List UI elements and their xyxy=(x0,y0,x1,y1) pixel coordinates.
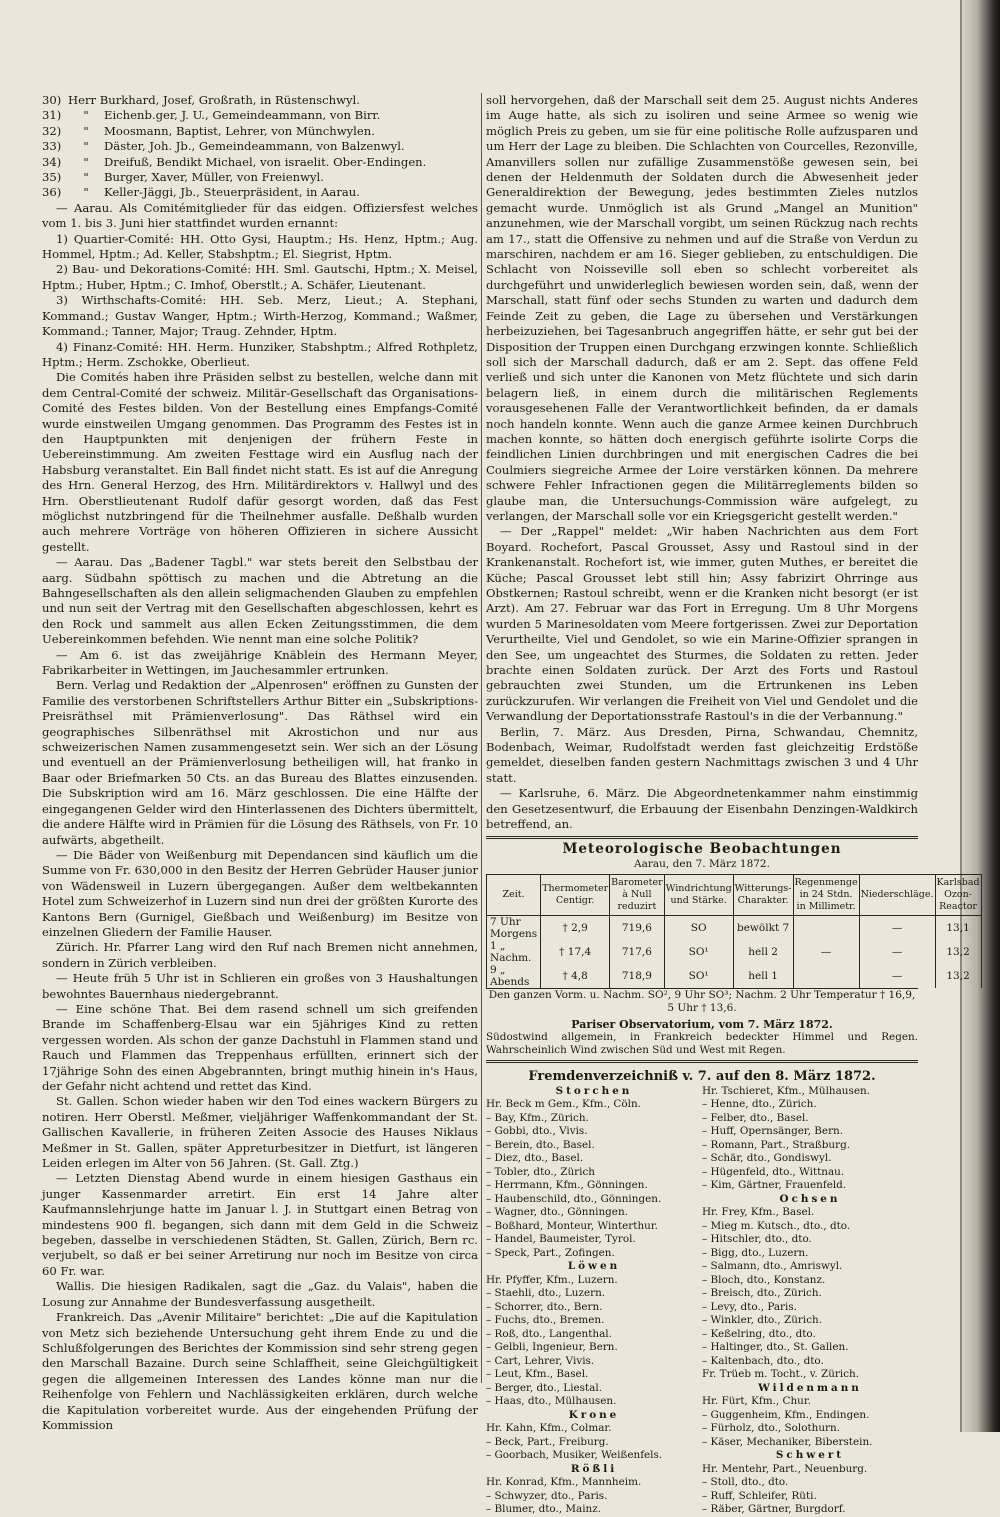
guest-entry: – Goorbach, Musiker, Weißenfels. xyxy=(486,1449,663,1462)
guest-entry: – Beck, Part., Freiburg. xyxy=(486,1435,609,1448)
article-paragraph: Wallis. Die hiesigen Radikalen, sagt die „Gaz. du Valais", haben die Losung zur Annahme der Bundesverfassung ausgetheilt. xyxy=(42,1279,478,1309)
article-paragraph: 3) Wirthschafts-Comité: HH. Seb. Merz, Lieut.; A. Stephani, Kommand.; Gustav Wanger, Hptm.; Wirth-Herzog, Kommand.; Waßmer, Kommand.; Tanner, Major; Traug. Zehnder, Hptm. xyxy=(42,293,478,339)
article-paragraph: — Die Bäder von Weißenburg mit Dependancen sind käuflich um die Summe von Fr. 630,000 in den Besitz der Herren Gebrüder Hauser junior von Wädensweil in Luzern übergegangen. Außer dem weltbekannten Hotel zum Schweizerhof in Luzern sind nun drei der größten Kurorte des Kantons Bern (Gurnigel, Gießbach und Weißenburg) im Besitze von einzelnen Gliedern der Familie Hauser. xyxy=(42,847,478,939)
article-paragraph: — Heute früh 5 Uhr ist in Schlieren ein großes von 3 Haushaltungen bewohntes Bauernhaus niedergebrannt. xyxy=(42,971,478,1001)
guest-entry: – Schorrer, dto., Bern. xyxy=(486,1300,603,1313)
hotel-name: Storchen xyxy=(555,1084,633,1097)
right-articles xyxy=(486,93,918,833)
guest-entry: – Fuchs, dto., Bremen. xyxy=(486,1314,605,1327)
left-column xyxy=(42,93,478,1433)
article-paragraph: — Aarau. Das „Badener Tagbl." war stets bereit den Selbstbau der aarg. Südbahn spöttisch zu machen und die Abtretung an die Bahngesellschaften als den allein seligmachenden Glauben zu empfehlen und nun seit der Vertrag mit den Gesellschaften abgeschlossen, kehrt es den Rock und sammelt aus allen Ecken Zeitungsstimmen, die dem Uebereinkommen befehden. Wie nennt man eine solche Politik? xyxy=(42,555,478,647)
separator xyxy=(486,836,918,839)
list-number: 34) xyxy=(42,154,62,169)
list-item xyxy=(42,185,478,200)
guest-entry: – Breisch, dto., Zürich. xyxy=(702,1287,822,1300)
guest-entry: Hr. Tschieret, Kfm., Mülhausen. xyxy=(702,1084,870,1097)
guest-entry: – Ruff, Schleifer, Rüti. xyxy=(702,1489,817,1502)
guest-entry: – Tobler, dto., Zürich xyxy=(486,1165,595,1178)
list-number: 30) xyxy=(42,93,62,107)
meteo-header: Windrichtung und Stärke. xyxy=(664,875,733,916)
article-paragraph: Berlin, 7. März. Aus Dresden, Pirna, Schwandau, Chemnitz, Bodenbach, Weimar, Rudolfstadt werden fast gleichzeitig Erdstöße gemeldet, dieselben fanden gestern Nachmittags zwischen 3 und 4 Uhr statt. xyxy=(486,724,918,785)
guest-entry: – Speck, Part., Zofingen. xyxy=(486,1246,615,1259)
meteo-cell: 13,1 xyxy=(935,916,981,941)
list-text: Burger, Xaver, Müller, von Freienwyl. xyxy=(104,170,324,185)
guest-entry: – Romann, Part., Straßburg. xyxy=(702,1138,851,1151)
guest-entry: – Felber, dto., Basel. xyxy=(702,1111,809,1124)
guest-entry: Hr. Konrad, Kfm., Mannheim. xyxy=(486,1476,642,1489)
article-paragraph: Frankreich. Das „Avenir Militaire" berichtet: „Die auf die Kapitulation von Metz sich beziehende Untersuchung geht ihrem Ende zu und die Schlußfolgerungen des Berichtes der Kommission sind sehr streng gegen den Marschall Bazaine. Durch seine Schlaffheit, seine Gleichgültigkeit gegen die allgemeinen Interessen des Landes könne man nur die Reihenfolge von Fehlern und Nachlässigkeiten erklären, durch welche die Kapitulation vorbereitet wurde. Aus der eingehenden Prüfung der Kommission xyxy=(42,1310,478,1432)
hotel-name: Ochsen xyxy=(779,1192,841,1205)
list-number: 36) xyxy=(42,185,62,200)
fremden-left xyxy=(486,1085,702,1517)
article-paragraph: — Der „Rappel" meldet: „Wir haben Nachrichten aus dem Fort Boyard. Rochefort, Pascal Grousset, Assy und Rastoul sind in der Krankenanstalt. Rochefort ist, wie immer, guten Muthes, er bereitet die Küche; Pascal Grousset lebt still hin; Assy fabrizirt Ohrringe aus Obstkernen; Rastoul schreibt, wenn er die Kranken nicht besorgt (er ist Arzt). Am 27. Februar war das Fort in Erregung. Um 8 Uhr Morgens wurden 5 Marinesoldaten vom Meere fortgerissen. Zwei zur Deportation Verurtheilte, Viel und Gendolet, so wie ein Marine-Offizier sprangen in den See, um ungeachtet des Sturmes, die Soldaten zu retten. Jeder brachte einen Soldaten zurück. Der Arzt des Forts und Rastoul gebrauchten zwei Stunden, um die Ertrunkenen ins Leben zurückzurufen. Wir verlangen die Freiheit von Viel und Gendolet und die Verwandlung der Deportationsstrafe Rastoul's in die der Verbannung." xyxy=(486,524,918,724)
guest-entry: – Handel, Baumeister, Tyrol. xyxy=(486,1233,636,1246)
guest-entry: – Bay, Kfm., Zürich. xyxy=(486,1111,589,1124)
guest-entry: – Diez, dto., Basel. xyxy=(486,1152,584,1165)
list-text: Eichenb.ger, J. U., Gemeindeammann, von Birr. xyxy=(104,108,381,123)
guest-entry: Fr. Trüeb m. Tocht., v. Zürich. xyxy=(702,1368,860,1381)
guest-entry: – Roß, dto., Langenthal. xyxy=(486,1327,612,1340)
list-text: Herr Burkhard, Josef, Großrath, in Rüstenschwyl. xyxy=(68,93,360,107)
meteo-title: Meteorologische Beobachtungen xyxy=(562,840,842,857)
hotel-name: Krone xyxy=(568,1408,620,1421)
article-paragraph: Bern. Verlag und Redaktion der „Alpenrosen" eröffnen zu Gunsten der Familie des verstorbenen Schriftstellers Arthur Bitter ein „Subskriptions-Preisräthsel mit Prämienverlosung". Das Räthsel wird ein geographisches Silbenräthsel mit Akrostichon und nur aus schweizerischen Namen zusammengesetzt sein. Wer sich an der Lösung und eventuell an der Prämienverlosung betheiligen will, hat franko in Baar oder Briefmarken 50 Cts. an das Bureau des Blattes einzusenden. Die Subskription wird am 16. März geschlossen. Die eine Hälfte der eingegangenen Gelder wird den Hinterlassenen des Dichters übermittelt, die andere Hälfte wird in Prämien für die Lösung des Räthsels, von Fr. 10 aufwärts, abgetheilt. xyxy=(42,678,478,847)
list-text: Keller-Jäggi, Jb., Steuerpräsident, in Aarau. xyxy=(104,185,360,200)
guest-entry: – Berger, dto., Liestal. xyxy=(486,1381,602,1394)
list-number: 32) xyxy=(42,123,62,138)
guest-entry: – Haas, dto., Mülhausen. xyxy=(486,1395,617,1408)
meteo-cell: hell 2 xyxy=(733,940,793,964)
ditto-mark: " xyxy=(83,123,89,138)
guest-entry: – Kaltenbach, dto., dto. xyxy=(702,1354,824,1367)
article-paragraph: St. Gallen. Schon wieder haben wir den Tod eines wackern Bürgers zu notiren. Herr Oberstl. Meßmer, vieljähriger Waffenkommandant der St. Gallischen Kavallerie, in früheren Zeiten Associe des Hauses Niklaus Meßmer in St. Gallen, später Appreturbesitzer in Dietfurt, ist längeren Leiden erlegen im Alter von 56 Jahren. (St. Gall. Ztg.) xyxy=(42,1094,478,1171)
guest-entry: – Staehli, dto., Luzern. xyxy=(486,1287,606,1300)
guest-entry: – Cart, Lehrer, Vivis. xyxy=(486,1354,595,1367)
member-list xyxy=(42,93,478,201)
guest-entry: Hr. Beck m Gem., Kfm., Cöln. xyxy=(486,1098,641,1111)
meteo-cell: hell 1 xyxy=(733,964,793,988)
guest-entry: – Huff, Opernsänger, Bern. xyxy=(702,1125,844,1138)
meteo-cell: SO¹ xyxy=(664,940,733,964)
right-column xyxy=(486,93,980,1517)
meteo-cell: 718,9 xyxy=(610,964,665,988)
meteo-header: Niederschläge. xyxy=(859,875,935,916)
meteo-cell: — xyxy=(859,964,935,988)
list-item xyxy=(42,170,478,185)
article-paragraph: 1) Quartier-Comité: HH. Otto Gysi, Hauptm.; Hs. Henz, Hptm.; Aug. Hommel, Hptm.; Ad. Keller, Stabshptm.; El. Siegrist, Hptm. xyxy=(42,231,478,262)
list-number: 33) xyxy=(42,139,62,154)
meteo-header: Barometer à Null reduzirt xyxy=(610,875,665,916)
left-articles xyxy=(42,201,478,1434)
meteo-cell: — xyxy=(793,940,859,964)
article-paragraph: 2) Bau- und Dekorations-Comité: HH. Sml. Gautschi, Hptm.; X. Meisel, Hptm.; Huber, Hptm.; C. Imhof, Oberstlt.; A. Schäfer, Lieutenant. xyxy=(42,262,478,292)
article-paragraph: Zürich. Hr. Pfarrer Lang wird den Ruf nach Bremen nicht annehmen, sondern in Zürich verbleiben. xyxy=(42,940,478,970)
guest-entry: – Hitschler, dto., dto. xyxy=(702,1233,812,1246)
meteo-cell: 13,2 xyxy=(935,964,981,988)
guest-entry: – Levy, dto., Paris. xyxy=(702,1300,797,1313)
meteo-cell xyxy=(793,916,859,941)
meteo-cell: 13,2 xyxy=(935,940,981,964)
guest-entry: – Haubenschild, dto., Gönningen. xyxy=(486,1192,662,1205)
ditto-mark: " xyxy=(83,154,89,169)
article-paragraph: 4) Finanz-Comité: HH. Herm. Hunziker, Stabshptm.; Alfred Rothpletz, Hptm.; Herm. Zschokke, Oberlieut. xyxy=(42,339,478,369)
meteo-row xyxy=(487,916,982,941)
meteo-cell: 717,6 xyxy=(610,940,665,964)
article-paragraph: Die Comités haben ihre Präsiden selbst zu bestellen, welche dann mit dem Central-Comité der schweiz. Militär-Gesellschaft das Organisations-Comité des Festes bilden. Von der Bestellung eines Empfangs-Comité wurde einstweilen Umgang genommen. Das Programm des Festes ist in den Hauptpunkten mit denjenigen der frühern Feste in Uebereinstimmung. Am zweiten Festtage wird ein Ausflug nach der Habsburg veranstaltet. Ein Ball findet nicht statt. Es ist auf die Anregung des Hrn. General Herzog, des Hrn. Militärdirektors v. Hallwyl und des Hrn. Oberstlieutenant Rudolf dafür gesorgt worden, daß das Fest möglichst nutzbringend für die Theilnehmer ausfalle. Deßhalb wurden auch mehrere Vorträge von höheren Offizieren in sichere Aussicht gestellt. xyxy=(42,370,478,554)
guest-entry: – Blumer, dto., Mainz. xyxy=(486,1503,602,1516)
meteo-header: Thermometer Centigr. xyxy=(541,875,610,916)
hotel-name: Rößli xyxy=(570,1462,618,1475)
guest-entry: – Schär, dto., Gondiswyl. xyxy=(702,1152,832,1165)
list-text: Dreifuß, Bendikt Michael, von israelit. Ober-Endingen. xyxy=(104,154,427,169)
guest-entry: – Salmann, dto., Amriswyl. xyxy=(702,1260,843,1273)
article-paragraph: — Eine schöne That. Bei dem rasend schnell um sich greifenden Brande im Schaffenberg-Elsau war ein 5jähriges Kind zu retten vergessen worden. Als schon der ganze Dachstuhl in Flammen stand und Rauch und Flammen das Treppenhaus erfüllten, erinnert sich der 17jährige Sohn des einen Abgebrannten, bringt muthig hinein in's Haus, der Gefahr nicht achtend und rettet das Kind. xyxy=(42,1001,478,1093)
guest-entry: – Winkler, dto., Zürich. xyxy=(702,1314,823,1327)
meteo-cell xyxy=(793,964,859,988)
meteo-cell: 9 „ Abends xyxy=(487,964,541,988)
meteo-cell: † 17,4 xyxy=(541,940,610,964)
guest-entry: – Leut, Kfm., Basel. xyxy=(486,1368,589,1381)
meteo-note: Den ganzen Vorm. u. Nachm. SO², 9 Uhr SO³; Nachm. 2 Uhr Temperatur † 16,9, 5 Uhr † 13,6. xyxy=(486,988,918,1015)
guest-entry: – Herrmann, Kfm., Gönningen. xyxy=(486,1179,648,1192)
meteo-cell: 719,6 xyxy=(610,916,665,941)
meteo-cell: 7 Uhr Morgens xyxy=(487,916,541,941)
guest-entry: – Fürholz, dto., Solothurn. xyxy=(702,1422,841,1435)
hotel-name: Löwen xyxy=(567,1260,621,1273)
fremden-list xyxy=(486,1085,918,1517)
guest-entry: Hr. Pfyffer, Kfm., Luzern. xyxy=(486,1273,618,1286)
list-item xyxy=(42,139,478,154)
column-rule xyxy=(481,93,482,1383)
list-item xyxy=(42,93,478,108)
article-paragraph: soll hervorgehen, daß der Marschall seit dem 25. August nichts Anderes im Auge hatte, als sich zu isoliren und seine Armee so wenig wie möglich Preis zu geben, um sie für eine politische Rolle aufzusparen und um Herr der Lage zu bleiben. Die Schlachten von Courcelles, Rezonville, Amanvillers sollen nur zufällige Zusammenstöße gewesen sein, bei denen der Heldenmuth der Soldaten durch die Abwesenheit jeder Generaldirektion der Bewegung, jedes bestimmten Zieles nutzlos gemacht wurde. Unmöglich ist als Grund „Mangel an Munition" anzunehmen, wie der Marschall vorgibt, um seinen Rückzug nach rechts am 17., statt die Offensive zu nehmen und auf die Straße von Verdun zu marschiren, nachdem er am 16. Sieger geblieben, zu entschuldigen. Die Schlacht von Noisseville soll eben so schlecht vorbereitet als durchgeführt und unwiderleglich bewiesen worden sein, daß, wenn der Marschall, statt fünf oder sechs Stunden zu warten und dadurch dem Feinde Zeit zu geben, die Lage zu übersehen und Verstärkungen herbeizuziehen, bei Tagesanbruch angegriffen hätte, er sehr gut bei der Disposition der Truppen einen Durchgang erzwingen konnte. Schließlich soll sich der Marschall dadurch, daß er am 2. Sept. das offene Feld verließ und sich unter die Kanonen von Metz flüchtete und sich darin belagern ließ, in einem durch die militärischen Reglements vorausgesehenen Falle der Verantwortlichkeit befinden, da er damals noch handeln konnte. Wenn auch die ganze Armee keinen Durchbruch machen konnte, so hätten doch energisch geführte isolirte Corps die feindlichen Linien durchbringen und mit energischen Cadres die bei Coulmiers siegreiche Armee der Loire verstärken können. Da mehrere schwere Fehler Infractionen gegen die Militärreglements bilden so glaube man, die Untersuchungs-Commission wäre aufgelegt, zu verlangen, der Marschall solle vor ein Kriegsgericht gestellt werden." xyxy=(486,93,918,523)
guest-entry: – Henne, dto., Zürich. xyxy=(702,1098,817,1111)
meteo-cell: † 2,9 xyxy=(541,916,610,941)
meteo-header: Zeit. xyxy=(487,875,541,916)
guest-entry: – Berein, dto., Basel. xyxy=(486,1138,595,1151)
meteo-cell: † 4,8 xyxy=(541,964,610,988)
hotel-name: Schwert xyxy=(775,1449,845,1462)
list-number: 35) xyxy=(42,170,62,185)
guest-entry: – Hügenfeld, dto., Wittnau. xyxy=(702,1165,845,1178)
ditto-mark: " xyxy=(83,170,89,185)
guest-entry: – Boßhard, Monteur, Winterthur. xyxy=(486,1219,658,1232)
meteo-cell: SO xyxy=(664,916,733,941)
guest-entry: – Kim, Gärtner, Frauenfeld. xyxy=(702,1179,847,1192)
meteo-header: Witterungs-Charakter. xyxy=(733,875,793,916)
paris-text: Südostwind allgemein, in Frankreich bedeckter Himmel und Regen. Wahrscheinlich Wind zwischen Süd und West mit Regen. xyxy=(486,1031,918,1057)
list-text: Däster, Joh. Jb., Gemeindeammann, von Balzenwyl. xyxy=(104,139,405,154)
guest-entry: – Käser, Mechaniker, Biberstein. xyxy=(702,1435,873,1448)
guest-entry: – Keßelring, dto., dto. xyxy=(702,1327,816,1340)
guest-entry: Hr. Frey, Kfm., Basel. xyxy=(702,1206,815,1219)
list-item xyxy=(42,108,478,123)
guest-entry: – Guggenheim, Kfm., Endingen. xyxy=(702,1408,870,1421)
meteo-row xyxy=(487,964,982,988)
hotel-name: Wildenmann xyxy=(758,1381,862,1394)
guest-entry: Hr. Fürt, Kfm., Chur. xyxy=(702,1395,811,1408)
meteo-cell: — xyxy=(859,916,935,941)
meteo-subtitle: Aarau, den 7. März 1872. xyxy=(634,857,770,870)
meteo-header: Karlsbad Ozon-Reactor xyxy=(935,875,981,916)
meteo-cell: 1 „ Nachm. xyxy=(487,940,541,964)
guest-entry: Hr. Kahn, Kfm., Colmar. xyxy=(486,1422,612,1435)
meteo-row xyxy=(487,940,982,964)
list-text: Moosmann, Baptist, Lehrer, von Münchwylen. xyxy=(104,123,375,138)
guest-entry: – Mieg m. Kutsch., dto., dto. xyxy=(702,1219,851,1232)
article-paragraph: — Letzten Dienstag Abend wurde in einem hiesigen Gasthaus ein junger Kassenmarder arretirt. Ein erst 14 Jahre alter Kaufmannslehrjunge hatte im Januar l. J. in Stuttgart einen Betrag von mindestens 900 fl. begangen, sich dann mit dem Geld in die Schweiz begeben, dasselbe in verschiedenen Städten, St. Gallen, Zürich, Bern rc. verjubelt, so daß er bei seiner Arretirung nur noch im Besitze von circa 60 Fr. war. xyxy=(42,1171,478,1278)
ditto-mark: " xyxy=(83,185,89,200)
article-paragraph: — Aarau. Als Comitémitglieder für das eidgen. Offiziersfest welches vom 1. bis 3. Juni hier stattfindet wurden ernannt: xyxy=(42,200,478,231)
guest-entry: – Bigg, dto., Luzern. xyxy=(702,1246,809,1259)
list-number: 31) xyxy=(42,108,62,123)
paris-block xyxy=(486,1018,918,1057)
guest-entry: – Bloch, dto., Konstanz. xyxy=(702,1273,826,1286)
ditto-mark: " xyxy=(83,108,89,123)
guest-entry: – Gobbi, dto., Vivis. xyxy=(486,1125,588,1138)
guest-entry: – Stoll, dto., dto. xyxy=(702,1476,789,1489)
list-item xyxy=(42,124,478,139)
guest-entry: – Gelbli, Ingenieur, Bern. xyxy=(486,1341,618,1354)
article-paragraph: — Karlsruhe, 6. März. Die Abgeordnetenkammer nahm einstimmig den Gesetzesentwurf, die Erbauung der Eisenbahn Denzingen-Waldkirch betreffend, an. xyxy=(486,786,918,832)
fremden-title: Fremdenverzeichniß v. 7. auf den 8. März 1872. xyxy=(528,1069,876,1085)
separator xyxy=(486,1060,918,1063)
guest-entry: – Wagner, dto., Gönningen. xyxy=(486,1206,628,1219)
article-paragraph: — Am 6. ist das zweijährige Knäblein des Hermann Meyer, Fabrikarbeiter in Wettingen, im Jauchesammler ertrunken. xyxy=(42,647,478,678)
ditto-mark: " xyxy=(83,139,89,154)
meteo-cell: SO¹ xyxy=(664,964,733,988)
guest-entry: – Schwyzer, dto., Paris. xyxy=(486,1489,608,1502)
meteo-table xyxy=(486,874,982,988)
meteo-cell: bewölkt 7 xyxy=(733,916,793,941)
scan-edge-shadow xyxy=(962,0,1000,1432)
meteo-header: Regenmenge in 24 Stdn. in Millimetr. xyxy=(793,875,859,916)
list-item xyxy=(42,155,478,170)
guest-entry: – Haltinger, dto., St. Gallen. xyxy=(702,1341,849,1354)
fremden-right xyxy=(702,1085,918,1517)
meteo-cell: — xyxy=(859,940,935,964)
guest-entry: Hr. Mentehr, Part., Neuenburg. xyxy=(702,1462,868,1475)
paris-title: Pariser Observatorium, vom 7. März 1872. xyxy=(571,1018,833,1032)
guest-entry: – Räber, Gärtner, Burgdorf. xyxy=(702,1503,846,1516)
